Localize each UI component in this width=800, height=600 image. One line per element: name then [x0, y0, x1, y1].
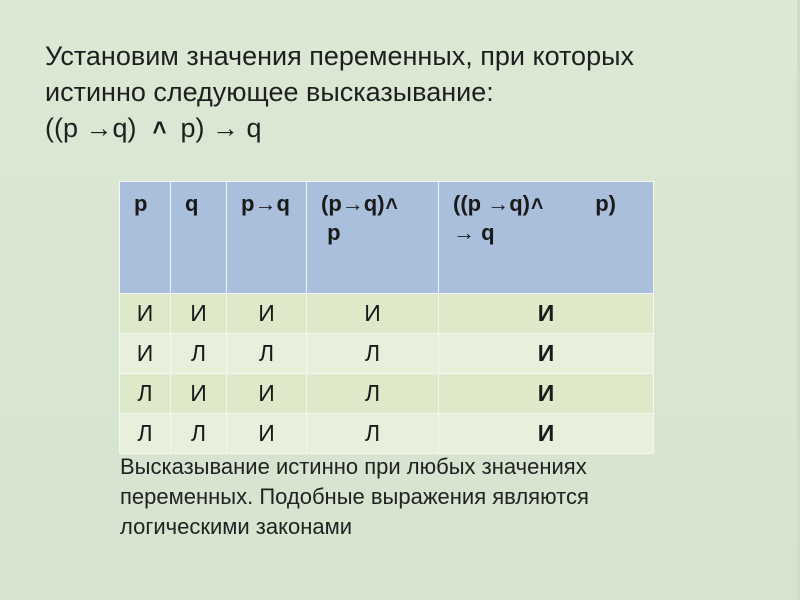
formula-part-1: ((p →q)	[45, 113, 137, 143]
table-row	[120, 334, 654, 374]
cell-conjunction: Л	[307, 414, 439, 454]
header-p-label: p	[134, 191, 148, 216]
heading-line-2: истинно следующее высказывание:	[45, 77, 494, 107]
table-row	[120, 414, 654, 454]
conclusion-line-3: логическими законами	[120, 514, 352, 539]
heading-line-1: Установим значения переменных, при которых	[45, 41, 634, 71]
cell-p: Л	[120, 374, 171, 414]
cell-implication: Л	[227, 334, 307, 374]
cell-implication: И	[227, 414, 307, 454]
header-formula-symbol: ˄	[530, 193, 544, 216]
cell-result: И	[439, 414, 654, 454]
header-formula-part-1: ((p →q)	[453, 191, 530, 216]
table-row	[120, 294, 654, 334]
cell-conjunction: И	[307, 294, 439, 334]
cell-result: И	[439, 294, 654, 334]
header-implication-label: p→q	[241, 191, 290, 216]
cell-conjunction: Л	[307, 374, 439, 414]
cell-implication: И	[227, 374, 307, 414]
conclusion-line-2: переменных. Подобные выражения являются	[120, 484, 589, 509]
cell-implication: И	[227, 294, 307, 334]
conclusion-text	[120, 452, 720, 542]
truth-table	[119, 181, 654, 454]
cell-p: Л	[120, 414, 171, 454]
conjunction-symbol: ˄	[152, 115, 167, 142]
header-q-label: q	[185, 191, 199, 216]
cell-result: И	[439, 374, 654, 414]
cell-result: И	[439, 334, 654, 374]
header-conjunction-symbol: ˄	[385, 193, 398, 216]
header-conjunction	[307, 182, 439, 294]
cell-q: Л	[171, 414, 227, 454]
header-implication	[227, 182, 307, 294]
header-conjunction-part-2: p	[327, 220, 341, 245]
header-p	[120, 182, 171, 294]
cell-conjunction: Л	[307, 334, 439, 374]
cell-q: И	[171, 294, 227, 334]
header-formula-part-3: → q	[453, 220, 495, 245]
truth-table-header-row	[120, 182, 654, 294]
cell-p: И	[120, 294, 171, 334]
formula	[45, 110, 745, 148]
header-q	[171, 182, 227, 294]
cell-p: И	[120, 334, 171, 374]
formula-part-2: p) → q	[180, 113, 262, 143]
cell-q: И	[171, 374, 227, 414]
cell-q: Л	[171, 334, 227, 374]
slide-heading	[45, 38, 745, 148]
header-formula-part-2: p)	[595, 191, 616, 216]
table-row	[120, 374, 654, 414]
header-full-formula	[439, 182, 654, 294]
conclusion-line-1: Высказывание истинно при любых значениях	[120, 454, 587, 479]
header-conjunction-part-1: (p→q)	[321, 191, 385, 216]
